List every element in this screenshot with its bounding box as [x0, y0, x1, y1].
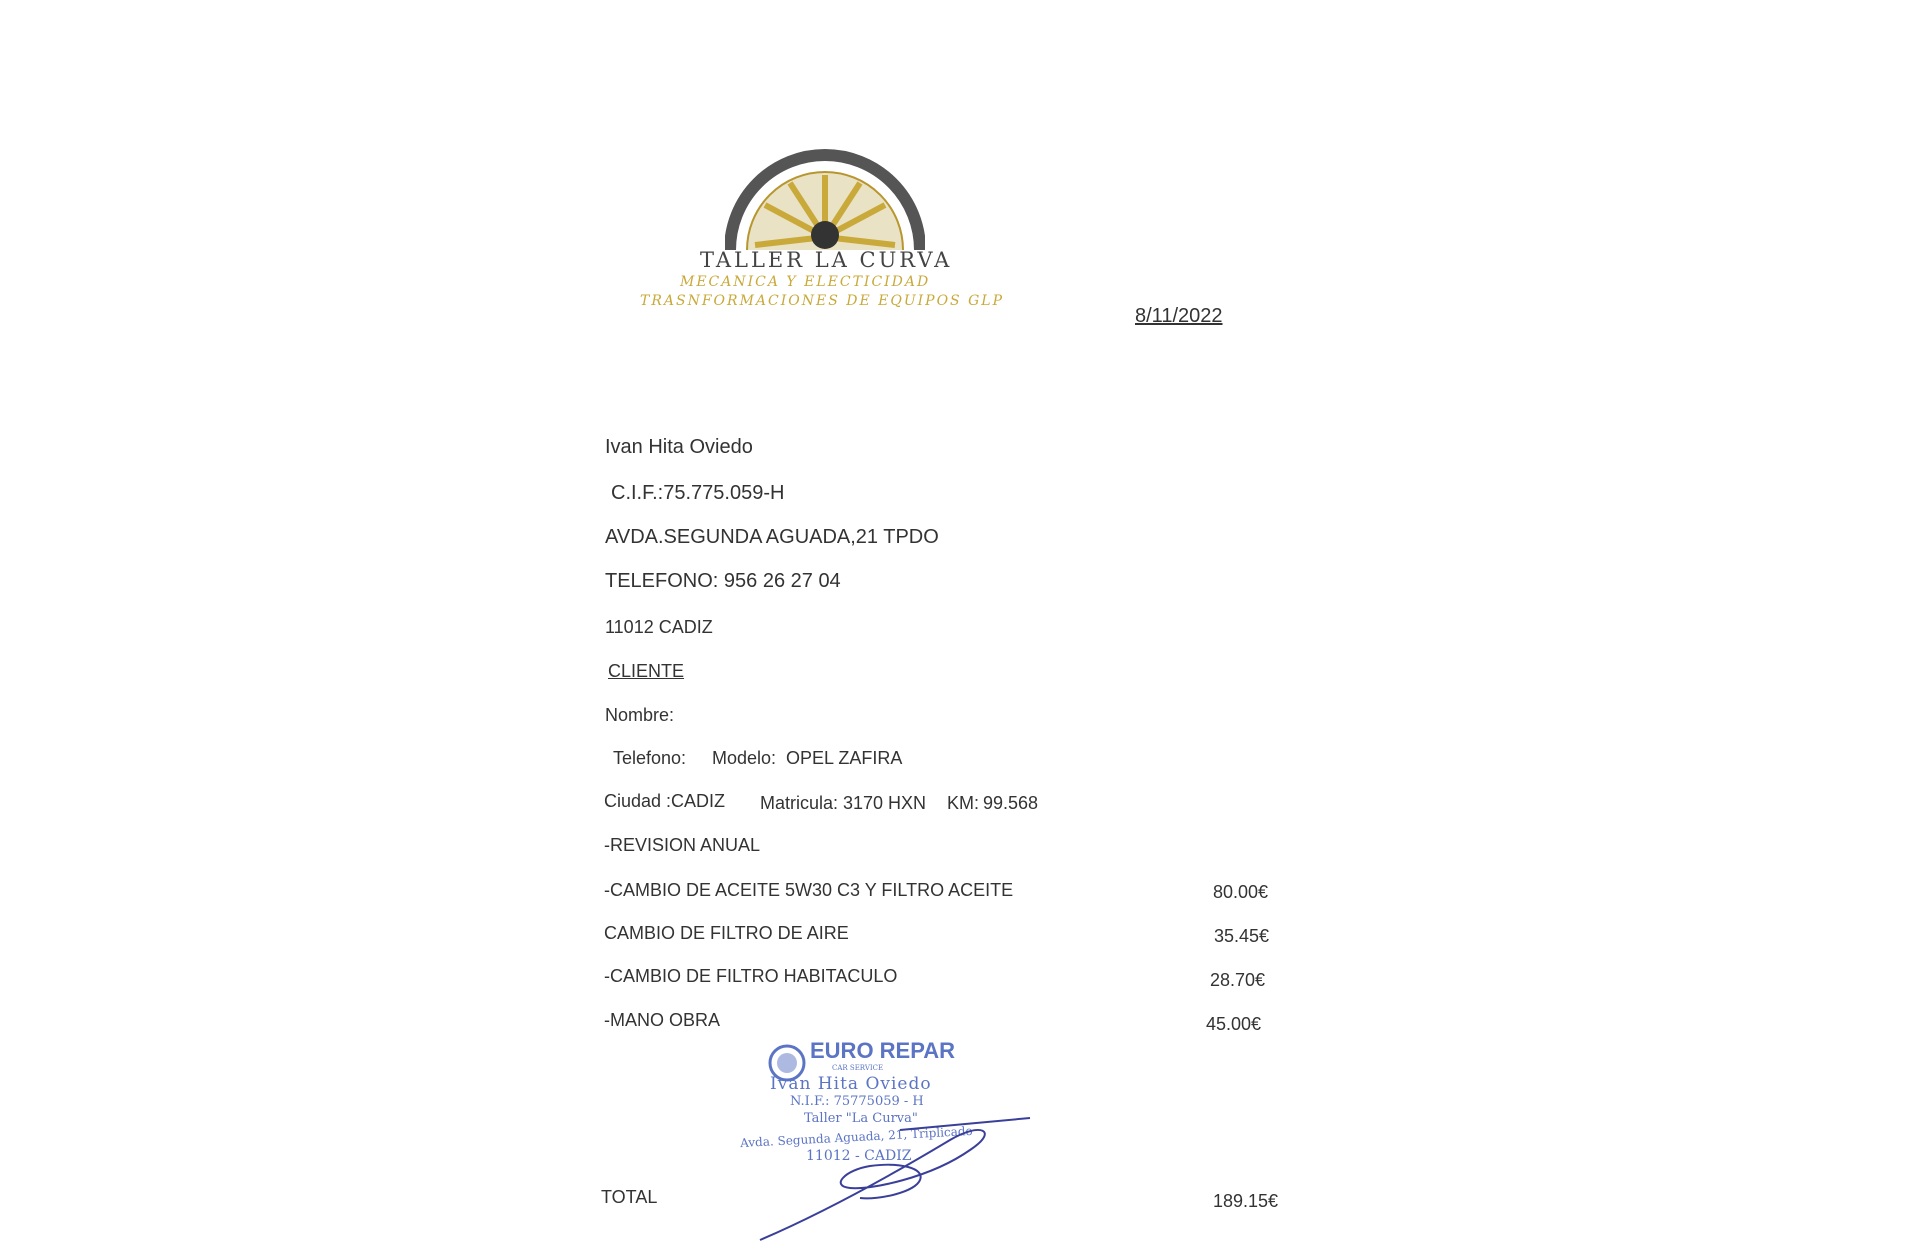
- client-plate-label: Matricula:: [760, 793, 839, 813]
- client-name-label: Nombre:: [605, 705, 675, 725]
- issuer-name: Ivan Hita Oviedo: [605, 436, 753, 458]
- issuer-cif: C.I.F.:75.775.059-H: [611, 482, 785, 504]
- item-desc: -MANO OBRA: [604, 1010, 721, 1030]
- issuer-address: AVDA.SEGUNDA AGUADA,21 TPDO: [605, 526, 939, 548]
- signature: [750, 1110, 1050, 1250]
- issuer-city: 11012 CADIZ: [605, 617, 713, 637]
- client-model-label: Modelo:: [712, 748, 777, 768]
- logo-line-2: TRASNFORMACIONES DE EQUIPOS GLP: [640, 293, 1004, 309]
- logo-name: TALLER LA CURVA: [700, 248, 953, 272]
- item-price: 28.70€: [1210, 970, 1266, 990]
- stamp-brand-sub: CAR SERVICE: [832, 1064, 884, 1072]
- item-desc: -CAMBIO DE ACEITE 5W30 C3 Y FILTRO ACEITE: [604, 880, 1014, 900]
- item-price: 45.00€: [1206, 1014, 1262, 1034]
- stamp-city: 11012 - CADIZ: [806, 1148, 912, 1164]
- stamp-name: Ivan Hita Oviedo: [770, 1074, 932, 1094]
- issuer-phone: TELEFONO: 956 26 27 04: [605, 570, 841, 592]
- client-km-label: KM:: [947, 793, 980, 813]
- item-desc: -REVISION ANUAL: [604, 835, 761, 855]
- logo-line-1: MECANICA Y ELECTICIDAD: [680, 274, 931, 290]
- client-city: Ciudad :CADIZ: [604, 791, 726, 811]
- stamp-nif: N.I.F.: 75775059 - H: [790, 1094, 924, 1109]
- item-price: 35.45€: [1214, 926, 1270, 946]
- invoice-date: 8/11/2022: [1135, 305, 1223, 327]
- client-plate: 3170 HXN: [843, 793, 927, 813]
- stamp-address: Avda. Segunda Aguada, 21, Triplicado: [739, 1123, 974, 1151]
- company-logo: [630, 145, 1020, 315]
- item-desc: -CAMBIO DE FILTRO HABITACULO: [604, 966, 898, 986]
- client-heading: CLIENTE: [608, 661, 685, 681]
- client-km: 99.568: [983, 793, 1039, 813]
- client-model: OPEL ZAFIRA: [786, 748, 903, 768]
- stamp-brand: EURO REPAR: [810, 1038, 956, 1063]
- item-desc: CAMBIO DE FILTRO DE AIRE: [604, 923, 849, 943]
- item-price: 80.00€: [1213, 882, 1269, 902]
- total-label: TOTAL: [601, 1187, 658, 1207]
- wheel-icon: [725, 145, 925, 255]
- client-phone-label: Telefono:: [613, 748, 687, 768]
- total-value: 189.15€: [1213, 1191, 1279, 1211]
- stamp-taller: Taller "La Curva": [804, 1111, 918, 1126]
